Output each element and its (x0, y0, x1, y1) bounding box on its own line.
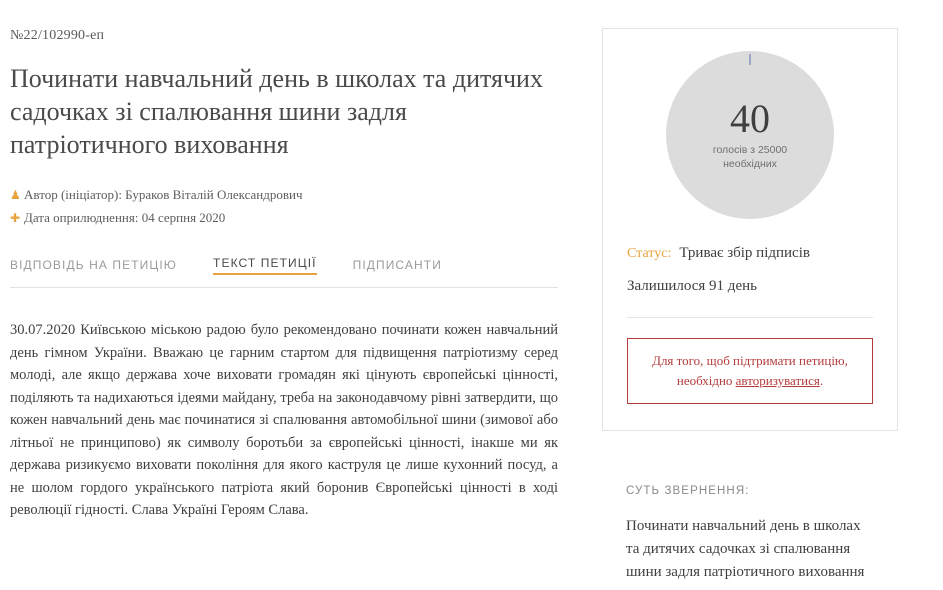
petition-date-label: Дата оприлюднення: 04 серпня 2020 (24, 210, 226, 225)
petition-author-label: Автор (ініціатор): Бураков Віталій Олександрович (24, 187, 303, 202)
auth-notice-line2: петицію, необхідно (676, 353, 848, 388)
days-left-label: Залишилося 91 день (627, 278, 757, 294)
tab-signatories[interactable]: ПІДПИСАНТИ (352, 258, 442, 272)
signature-caption (713, 143, 787, 171)
status-row (627, 245, 873, 262)
petition-body-text: 30.07.2020 Київською міською радою було рекомендовано починати кожен навчальний день гімном України. Вважаю це гарним стартом для підвищення патріотизму серед молоді, але якщо держава хоче виховати громадян які цінують європейські цінності, поділяють та надихаються ідеями майдану, треба на законодавчому рівні затвердити, що кожен навчальний день має починатися зі спалювання автомобільної шини (зимової або літньої не принципово) як символу боротьби за європейські цінності, інакше ми як держава ризикуємо виховати покоління для якого каструля це лише кухонний посуд, а не шолом гордого українського патріота який боронив Європейські цінності в ході революції гідності. Слава Україні Героям Слава. (10, 322, 558, 518)
calendar-icon: ✚ (10, 211, 21, 225)
auth-notice-tail: . (819, 373, 824, 388)
signature-count: 40 (730, 96, 770, 141)
user-icon: ♟ (10, 188, 21, 202)
essence-section (602, 485, 923, 584)
petition-status-card (602, 28, 898, 431)
auth-notice-line1: Для того, щоб підтримати (652, 353, 796, 368)
gauge-tick-icon (749, 54, 751, 65)
signature-caption-line1: голосів з 25000 (712, 144, 788, 156)
card-divider (627, 317, 873, 318)
petition-date-row (10, 210, 558, 226)
essence-title: СУТЬ ЗВЕРНЕННЯ: (626, 485, 750, 497)
signature-gauge (666, 51, 834, 219)
signature-caption-line2: необхідних (723, 158, 777, 170)
tab-petition-text[interactable]: ТЕКСТ ПЕТИЦІЇ (213, 256, 317, 275)
status-label: Статус: (627, 246, 672, 261)
petition-tabs (10, 256, 558, 288)
petition-number: №22/102990-еп (10, 28, 105, 43)
page-title: Починати навчальний день в школах та дитячих садочках зі спалювання шини задля патріотичного виховання (10, 64, 543, 159)
petition-author-row (10, 187, 558, 203)
tab-response[interactable]: ВІДПОВІДЬ НА ПЕТИЦІЮ (10, 258, 178, 272)
authorization-notice (627, 338, 873, 404)
status-badge: Триває збір підписів (679, 245, 810, 261)
essence-text: Починати навчальний день в школах та дитячих садочках зі спалювання шини задля патріотичного виховання (626, 518, 865, 580)
signature-gauge-wrap (627, 51, 873, 219)
authorize-link[interactable]: авторизуватися (735, 373, 820, 388)
petition-side-column (596, 0, 943, 590)
